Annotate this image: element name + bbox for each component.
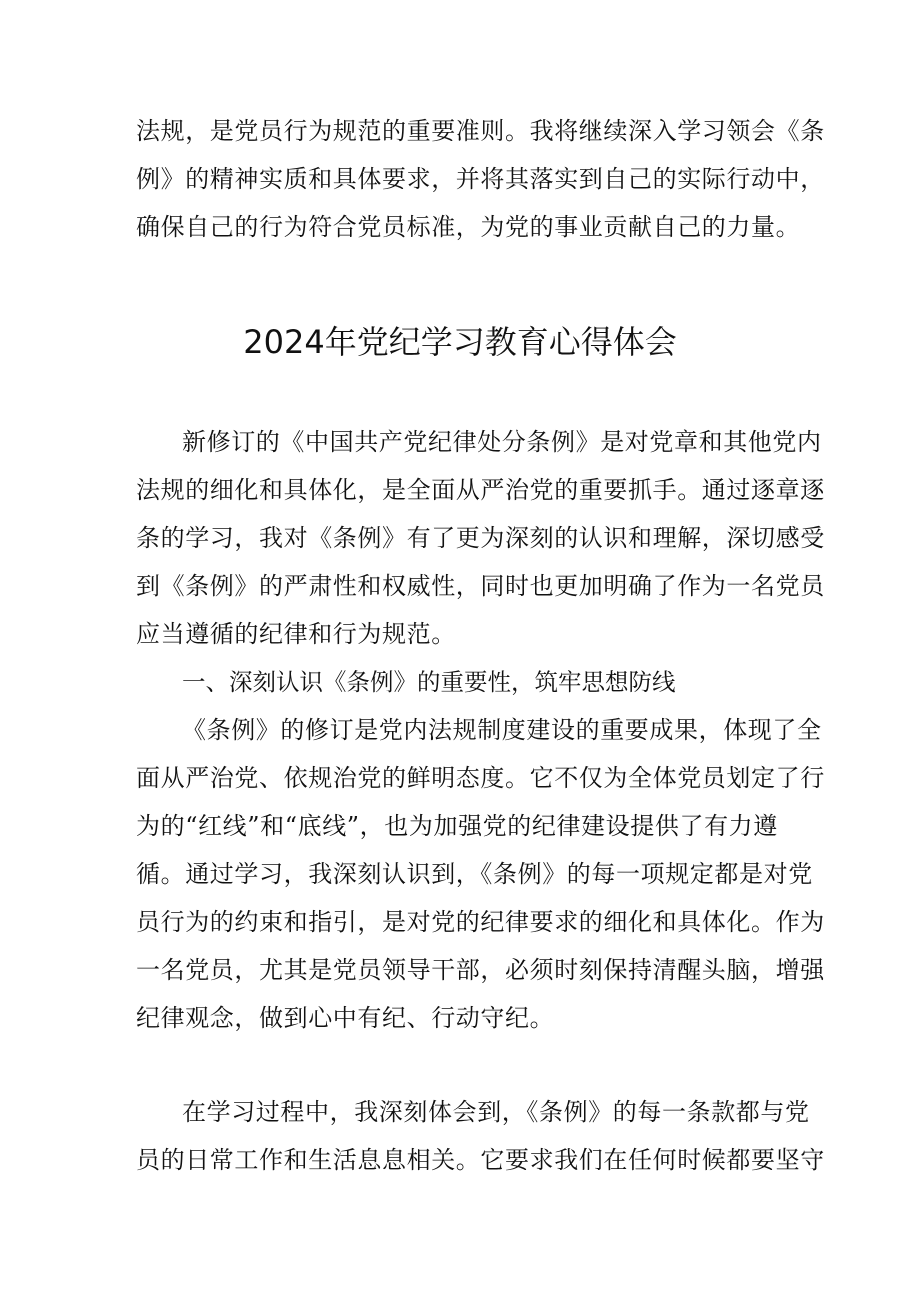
text-line: 法规，是党员行为规范的重要准则。我将继续深入学习领会《条 [136,117,825,145]
text-line: 纪律观念，做到心中有纪、行动守纪。 [136,1004,555,1032]
text-line: 新修订的《中国共产党纪律处分条例》是对党章和其他党内 [182,428,822,456]
text-line: 面从严治党、依规治党的鲜明态度。它不仅为全体党员划定了行 [136,764,825,792]
text-line: 确保自己的行为符合党员标准，为党的事业贡献自己的力量。 [136,213,801,241]
text-line: 一名党员，尤其是党员领导干部，必须时刻保持清醒头脑，增强 [136,956,825,984]
text-line: 到《条例》的严肃性和权威性，同时也更加明确了作为一名党员 [136,572,825,600]
text-line: 为的“红线”和“底线”，也为加强党的纪律建设提供了有力遵 [136,812,778,840]
text-line: 循。通过学习，我深刻认识到，《条例》的每一项规定都是对党 [136,860,813,888]
text-line: 《条例》的修订是党内法规制度建设的重要成果，体现了全 [182,716,822,744]
section-heading: 一、深刻认识《条例》的重要性，筑牢思想防线 [182,668,676,696]
text-line: 在学习过程中，我深刻体会到，《条例》的每一条款都与党 [182,1098,810,1126]
text-line: 员行为的约束和指引，是对党的纪律要求的细化和具体化。作为 [136,908,825,936]
text-line: 员的日常工作和生活息息相关。它要求我们在任何时候都要坚守 [136,1146,825,1174]
document-title: 2024年党纪学习教育心得体会 [243,323,677,361]
text-line: 例》的精神实质和具体要求，并将其落实到自己的实际行动中， [136,165,825,193]
text-line: 法规的细化和具体化，是全面从严治党的重要抓手。通过逐章逐 [136,476,825,504]
text-line: 条的学习，我对《条例》有了更为深刻的认识和理解，深切感受 [136,524,825,552]
text-line: 应当遵循的纪律和行为规范。 [136,620,456,648]
